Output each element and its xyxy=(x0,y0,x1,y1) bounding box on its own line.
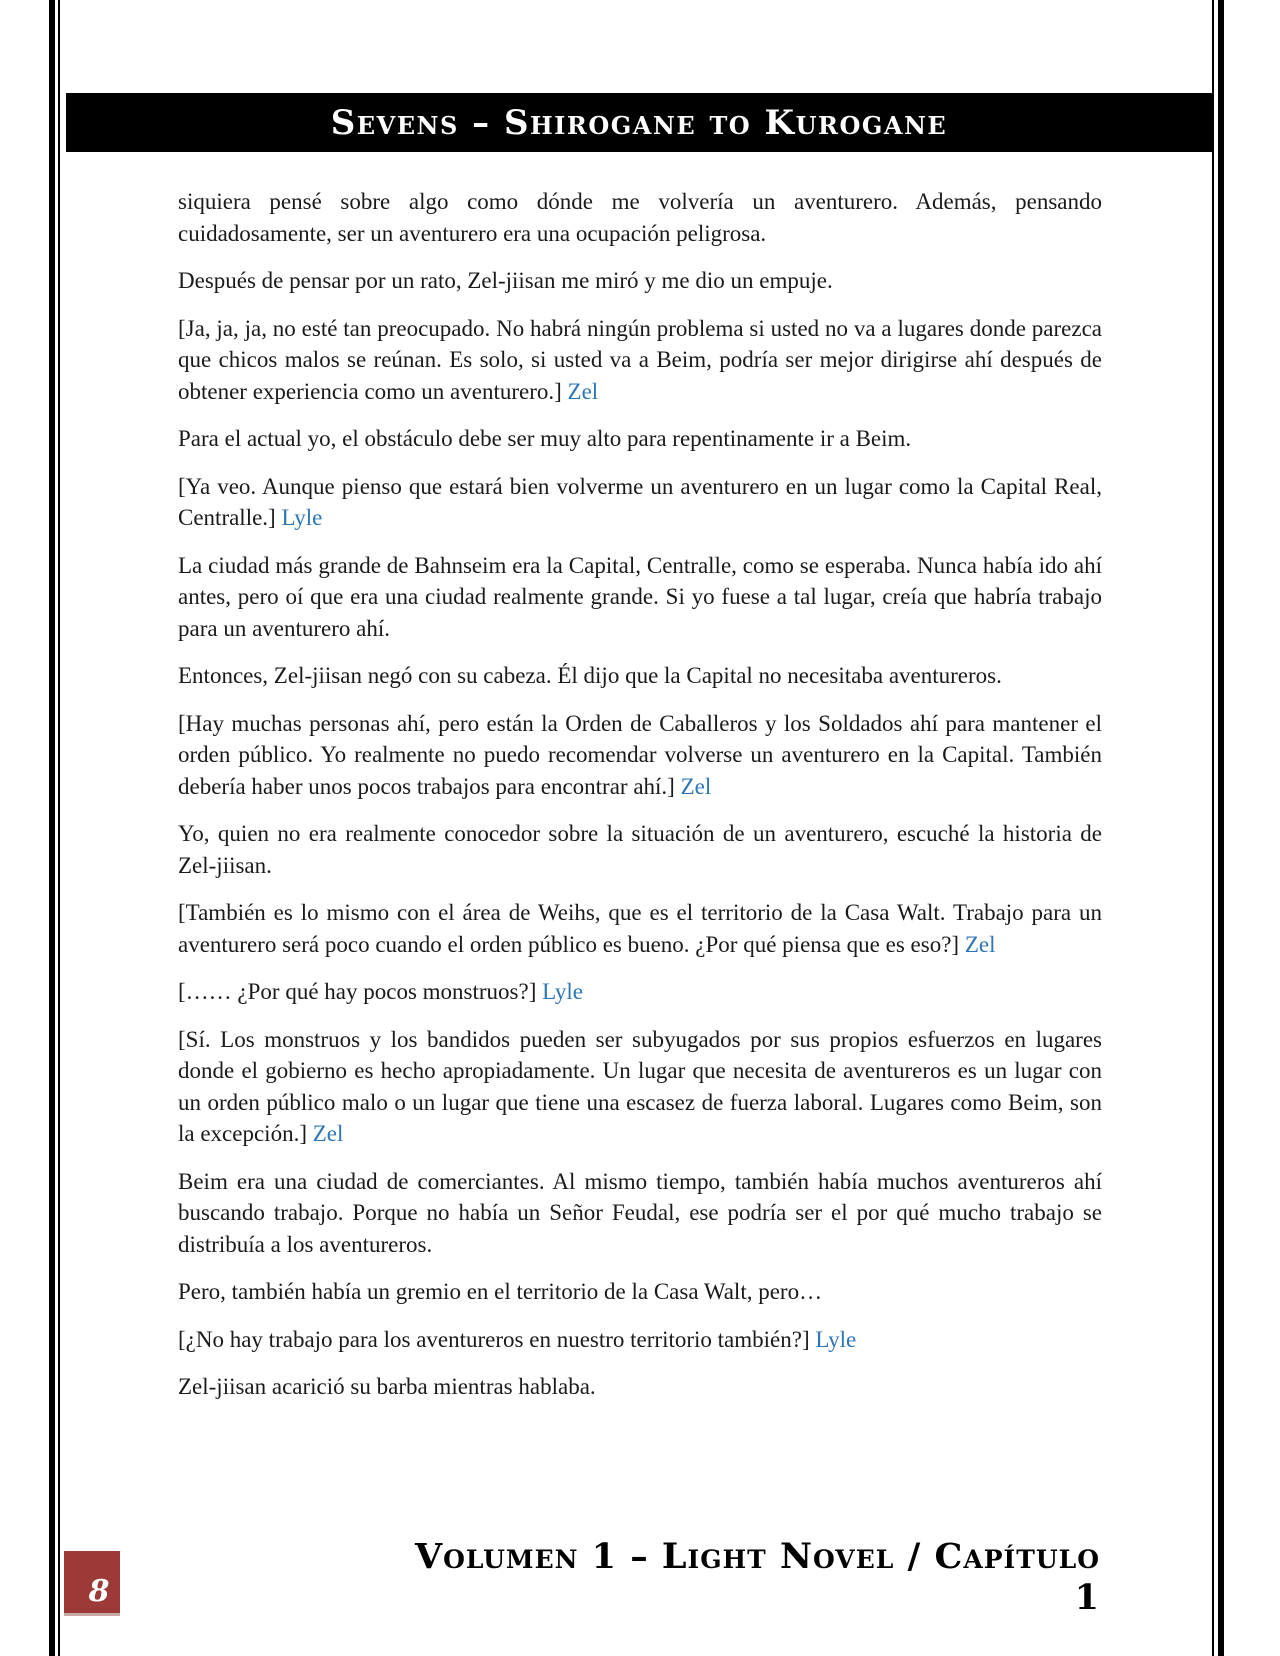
right-border-thin xyxy=(1212,0,1214,1656)
left-border-thick xyxy=(49,0,55,1656)
paragraph: [También es lo mismo con el área de Weihs, que es el territorio de la Casa Walt. Trabajo para un aventurero será poco cuando el orden público es bueno. ¿Por qué piensa que es eso?] Zel xyxy=(178,900,1102,957)
body-text xyxy=(178,186,1102,1419)
paragraph: Zel-jiisan acarició su barba mientras hablaba. xyxy=(178,1374,596,1399)
speaker-tag: Lyle xyxy=(281,505,323,530)
paragraph: [Ya veo. Aunque pienso que estará bien volverme un aventurero en un lugar como la Capital Real, Centralle.] Lyle xyxy=(178,473,1102,530)
speaker-tag: Zel xyxy=(964,931,996,957)
speaker-tag: Zel xyxy=(312,1121,344,1146)
left-border-thin xyxy=(58,0,60,1656)
paragraph: [¿No hay trabajo para los aventureros en nuestro territorio también?] Lyle xyxy=(178,1326,857,1352)
paragraph: Pero, también había un gremio en el territorio de la Casa Walt, pero… xyxy=(178,1279,823,1304)
paragraph: Entonces, Zel-jiisan negó con su cabeza. Él dijo que la Capital no necesitaba aventureros. xyxy=(178,663,1002,688)
paragraph: [Sí. Los monstruos y los bandidos pueden ser subyugados por sus propios esfuerzos en lugares donde el gobierno es hecho apropiadamente. Un lugar que necesita de aventureros es un lugar con un orden público malo o un lugar que tiene una escasez de fuerza laboral. Lugares como Beim, son la excepción.] Zel xyxy=(178,1026,1102,1146)
paragraph: [Hay muchas personas ahí, pero están la Orden de Caballeros y los Soldados ahí para mantener el orden público. Yo realmente no puedo recomendar volverse un aventurero en la Capital. También debería haber unos pocos trabajos para encontrar ahí.] Zel xyxy=(178,710,1102,799)
speaker-tag: Lyle xyxy=(542,979,583,1004)
footer-title: Volumen 1 – Light Novel / Capítulo 1 xyxy=(414,1536,1100,1618)
speaker-tag: Zel xyxy=(680,773,712,799)
paragraph: Beim era una ciudad de comerciantes. Al mismo tiempo, también había muchos aventureros ahí buscando trabajo. Porque no había un Señor Feudal, ese podría ser el por qué mucho trabajo se distribuía a los aventureros. xyxy=(178,1168,1102,1257)
paragraph: La ciudad más grande de Bahnseim era la Capital, Centralle, como se esperaba. Nunca había ido ahí antes, pero oí que era una ciudad realmente grande. Si yo fuese a tal lugar, creía que habría trabajo para un aventurero ahí. xyxy=(178,552,1102,641)
header-bar xyxy=(66,93,1212,152)
paragraph: Yo, quien no era realmente conocedor sobre la situación de un aventurero, escuché la historia de Zel-jiisan. xyxy=(178,821,1102,878)
paragraph: siquiera pensé sobre algo como dónde me volvería un aventurero. Además, pensando cuidadosamente, ser un aventurero era una ocupación peligrosa. xyxy=(178,189,1102,246)
speaker-tag: Lyle xyxy=(815,1326,857,1352)
paragraph: Para el actual yo, el obstáculo debe ser muy alto para repentinamente ir a Beim. xyxy=(178,426,912,451)
page-number-box xyxy=(64,1551,120,1616)
header-title: Sevens – Shirogane to Kurogane xyxy=(330,102,948,143)
paragraph: [Ja, ja, ja, no esté tan preocupado. No habrá ningún problema si usted no va a lugares donde parezca que chicos malos se reúnan. Es solo, si usted va a Beim, podría ser mejor dirigirse ahí después de obtener experiencia como un aventurero.] Zel xyxy=(178,315,1102,404)
speaker-tag: Zel xyxy=(567,378,599,404)
paragraph: Después de pensar por un rato, Zel-jiisan me miró y me dio un empuje. xyxy=(178,268,833,293)
page-number: 8 xyxy=(88,1574,110,1609)
paragraph: […… ¿Por qué hay pocos monstruos?] Lyle xyxy=(178,979,583,1004)
right-border-thick xyxy=(1218,0,1224,1656)
